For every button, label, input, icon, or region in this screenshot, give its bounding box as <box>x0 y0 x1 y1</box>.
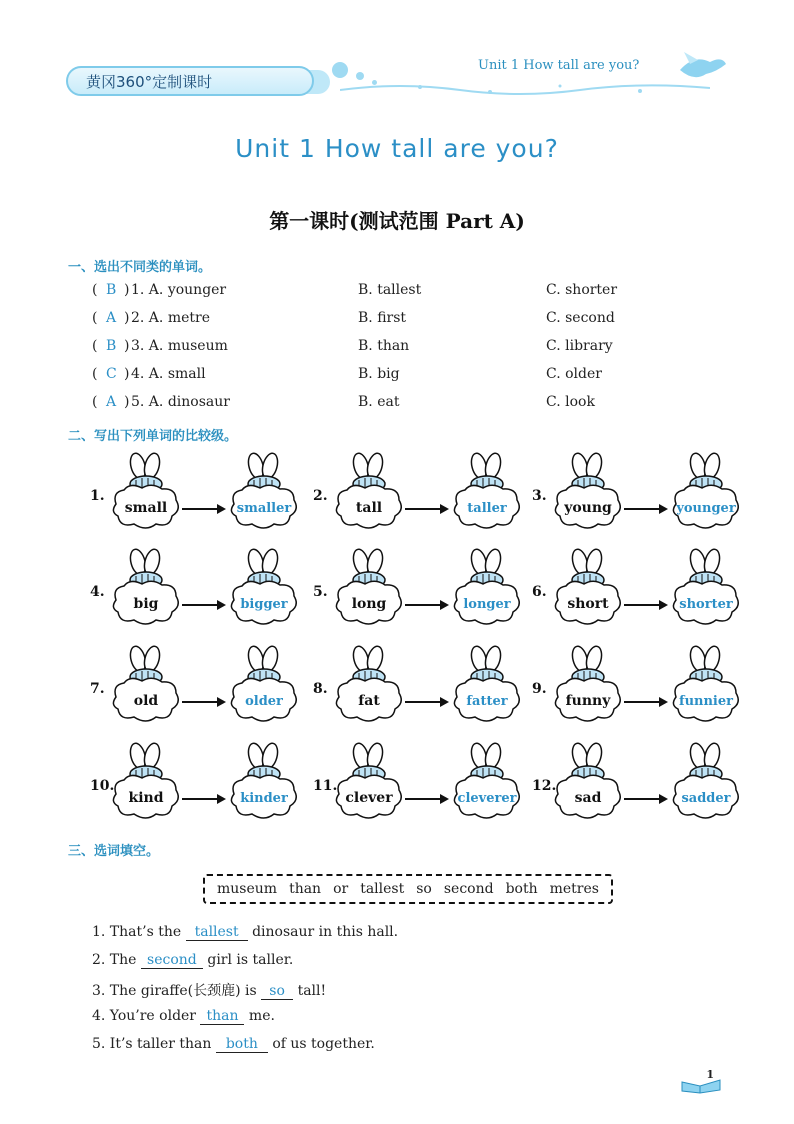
arrow <box>182 508 224 510</box>
section2-heading: 二、写出下列单词的比较级。 <box>68 429 238 444</box>
item-number: 4. <box>90 584 105 600</box>
word-bank-item: than <box>289 881 322 897</box>
arrow <box>624 798 666 800</box>
fill-sentence <box>92 924 398 941</box>
option-b: B. tallest <box>358 282 422 298</box>
bee-icon <box>668 452 744 534</box>
answer-blank: than <box>200 1008 244 1025</box>
answer-letter: B <box>106 282 117 298</box>
paren-close: ) <box>124 366 130 382</box>
word-bank-item: metres <box>549 881 599 897</box>
item-number: 3. <box>532 488 547 504</box>
bee-icon <box>226 645 302 727</box>
comparative-answer: funnier <box>678 694 733 709</box>
base-word: sad <box>574 790 602 806</box>
fill-sentence <box>92 980 326 1000</box>
comparative-answer: older <box>245 694 283 709</box>
option-c: C. shorter <box>546 282 618 298</box>
answer-blank: both <box>216 1036 268 1053</box>
arrow <box>182 701 224 703</box>
comparative-answer: longer <box>463 597 511 612</box>
bee-icon <box>550 548 626 630</box>
sentence-suffix: of us together. <box>272 1036 375 1052</box>
bee-icon <box>449 452 525 534</box>
brand-banner: 黄冈360°定制课时 <box>66 66 314 96</box>
option-b: B. than <box>358 338 410 354</box>
bee-icon <box>449 742 525 824</box>
paren-open: ( <box>92 338 98 354</box>
arrow <box>624 508 666 510</box>
sentence-prefix: 4. You’re older <box>92 1008 197 1024</box>
base-word: long <box>351 596 387 612</box>
fill-sentence <box>92 952 293 969</box>
bee-icon <box>668 742 744 824</box>
bee-icon <box>668 645 744 727</box>
option-a: 5. A. dinosaur <box>131 394 230 410</box>
arrow <box>405 701 447 703</box>
wave-decoration <box>340 82 710 96</box>
page-number: 1 <box>706 1068 714 1081</box>
option-a: 4. A. small <box>131 366 206 382</box>
bee-icon <box>331 548 407 630</box>
item-number: 2. <box>313 488 328 504</box>
sentence-suffix: girl is taller. <box>207 952 294 968</box>
word-bank-item: second <box>443 881 494 897</box>
paren-open: ( <box>92 366 98 382</box>
bee-icon <box>108 742 184 824</box>
paren-close: ) <box>124 282 130 298</box>
sentence-suffix: me. <box>248 1008 275 1024</box>
answer-blank: tallest <box>186 924 248 941</box>
word-bank-item: or <box>333 881 349 897</box>
answer-letter: A <box>106 394 117 410</box>
lesson-title: 第一课时(测试范围 Part A) <box>269 209 525 233</box>
item-number: 11. <box>313 778 338 794</box>
base-word: tall <box>355 500 383 516</box>
option-c: C. look <box>546 394 595 410</box>
unit-header-label: Unit 1 How tall are you? <box>478 58 640 73</box>
base-word: old <box>133 693 159 709</box>
section3-heading: 三、选词填空。 <box>68 844 160 859</box>
option-b: B. first <box>358 310 407 326</box>
comparative-answer: smaller <box>236 501 292 516</box>
option-a: 1. A. younger <box>131 282 227 298</box>
comparative-answer: younger <box>676 501 736 516</box>
answer-blank: second <box>141 952 203 969</box>
fill-sentence <box>92 1036 375 1053</box>
bee-icon <box>108 452 184 534</box>
arrow <box>182 604 224 606</box>
sentence-prefix: 2. The <box>92 952 137 968</box>
comparative-answer: shorter <box>679 597 733 612</box>
bee-icon <box>331 742 407 824</box>
paren-open: ( <box>92 394 98 410</box>
sentence-prefix: 3. The giraffe(长颈鹿) is <box>92 983 257 999</box>
item-number: 12. <box>532 778 557 794</box>
item-number: 5. <box>313 584 328 600</box>
bee-icon <box>226 742 302 824</box>
bee-icon <box>226 452 302 534</box>
base-word: clever <box>345 790 393 806</box>
arrow <box>182 798 224 800</box>
comparative-answer: kinder <box>240 791 288 806</box>
comparative-answer: cleverer <box>457 791 517 806</box>
option-c: C. library <box>546 338 613 354</box>
comparative-answer: fatter <box>466 694 508 709</box>
option-c: C. second <box>546 310 615 326</box>
base-word: young <box>564 500 612 516</box>
sentence-prefix: 1. That’s the <box>92 924 182 940</box>
question-row <box>92 310 712 332</box>
option-a: 3. A. museum <box>131 338 228 354</box>
bee-icon <box>449 645 525 727</box>
bee-icon <box>550 645 626 727</box>
section1-heading: 一、选出不同类的单词。 <box>68 260 212 275</box>
page-title: Unit 1 How tall are you? <box>235 134 559 163</box>
comparative-answer: sadder <box>681 791 731 806</box>
bee-icon <box>108 548 184 630</box>
option-a: 2. A. metre <box>131 310 210 326</box>
bee-icon <box>226 548 302 630</box>
comparative-answer: taller <box>467 501 507 516</box>
arrow <box>405 604 447 606</box>
item-number: 7. <box>90 681 105 697</box>
bird-icon <box>676 50 728 86</box>
sentence-suffix: dinosaur in this hall. <box>252 924 399 940</box>
paren-open: ( <box>92 310 98 326</box>
bee-icon <box>550 452 626 534</box>
bee-icon <box>668 548 744 630</box>
question-row <box>92 338 712 360</box>
word-bank-item: so <box>416 881 432 897</box>
bee-icon <box>331 645 407 727</box>
word-bank-item: both <box>505 881 538 897</box>
paren-close: ) <box>124 394 130 410</box>
item-number: 9. <box>532 681 547 697</box>
base-word: small <box>124 500 168 516</box>
book-icon <box>680 1078 722 1094</box>
paren-close: ) <box>124 310 130 326</box>
bee-icon <box>449 548 525 630</box>
arrow <box>405 508 447 510</box>
base-word: short <box>567 596 609 612</box>
item-number: 6. <box>532 584 547 600</box>
answer-letter: C <box>106 366 117 382</box>
word-bank-item: museum <box>217 881 278 897</box>
fill-sentence <box>92 1008 275 1025</box>
base-word: kind <box>128 790 164 806</box>
question-row <box>92 366 712 388</box>
item-number: 10. <box>90 778 115 794</box>
paren-close: ) <box>124 338 130 354</box>
question-row <box>92 394 712 416</box>
answer-letter: A <box>106 310 117 326</box>
sentence-prefix: 5. It’s taller than <box>92 1036 212 1052</box>
base-word: funny <box>565 693 611 709</box>
arrow <box>624 604 666 606</box>
bubble-decoration <box>356 72 364 80</box>
answer-blank: so <box>261 983 293 1000</box>
item-number: 8. <box>313 681 328 697</box>
item-number: 1. <box>90 488 105 504</box>
option-b: B. eat <box>358 394 400 410</box>
option-b: B. big <box>358 366 400 382</box>
bee-icon <box>108 645 184 727</box>
word-bank <box>203 874 613 904</box>
comparative-answer: bigger <box>240 597 288 612</box>
bubble-decoration <box>332 62 348 78</box>
word-bank-item: tallest <box>360 881 405 897</box>
option-c: C. older <box>546 366 602 382</box>
bee-icon <box>550 742 626 824</box>
base-word: big <box>133 596 159 612</box>
question-row <box>92 282 712 304</box>
arrow <box>405 798 447 800</box>
answer-letter: B <box>106 338 117 354</box>
bee-icon <box>331 452 407 534</box>
base-word: fat <box>358 693 380 709</box>
sentence-suffix: tall! <box>297 983 327 999</box>
arrow <box>624 701 666 703</box>
paren-open: ( <box>92 282 98 298</box>
